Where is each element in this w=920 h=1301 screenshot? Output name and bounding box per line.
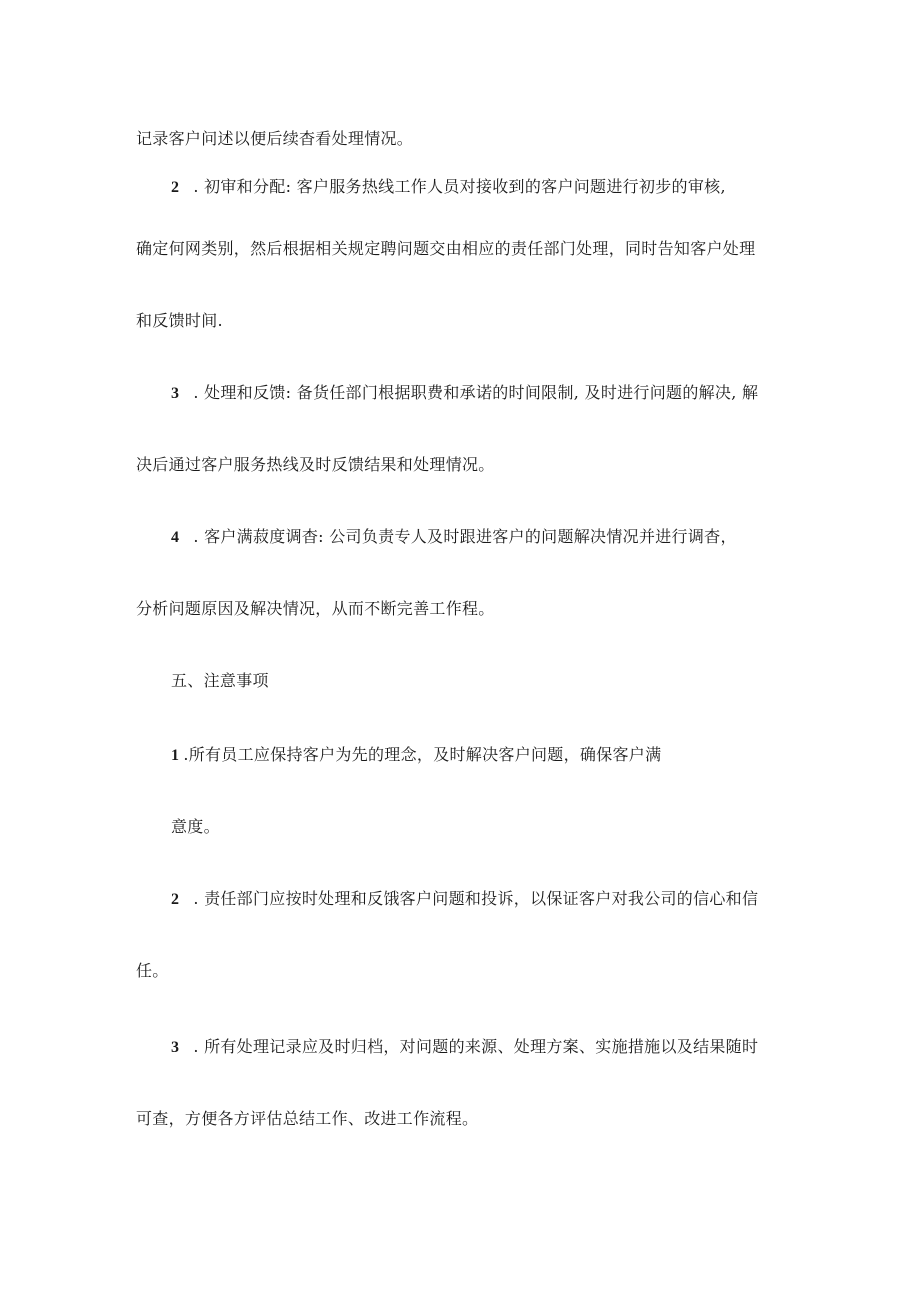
line-text: 可查，方便各方评估总结工作、改进工作流程。: [136, 1109, 479, 1128]
line-text: . 所有处理记录应及时归档，对问题的来源、处理方案、实施措施以及结果随时: [193, 1037, 759, 1056]
text-line: [136, 239, 755, 259]
list-item-3-archiving: [171, 1037, 758, 1058]
text-line: [136, 1109, 478, 1129]
list-number: 3: [171, 1039, 180, 1056]
text-line: [136, 961, 169, 981]
list-item-2-responsibility: [171, 889, 758, 910]
line-text: . 初审和分配: 客户服务热线工作人员对接收到的客户问题进行初步的审核,: [193, 177, 726, 196]
list-item-3-handling: [171, 383, 758, 404]
line-text: 意度。: [171, 817, 220, 836]
line-text: 任。: [136, 961, 169, 980]
text-line: [136, 599, 495, 619]
list-number: 4: [171, 529, 180, 546]
line-text: 和反馈时间.: [136, 311, 223, 330]
list-number: 3: [171, 385, 180, 402]
list-number: 2: [171, 891, 180, 908]
line-text: 决后通过客户服务热线及时反馈结果和处理情况。: [136, 455, 495, 474]
text-line: [136, 129, 413, 149]
list-item-2-initial-review: [171, 177, 726, 198]
text-line: [136, 311, 223, 331]
line-text: 确定何网类别，然后根据相关规定聘问题交由相应的责任部门处理，同时告知客户处理: [136, 239, 756, 258]
text-line: [171, 817, 220, 837]
line-text: .所有员工应保持客户为先的理念，及时解决客户问题，确保客户满: [183, 745, 662, 764]
line-text: . 责任部门应按时处理和反饿客户问题和投诉，以保证客户对我公司的信心和信: [193, 889, 759, 908]
line-text: 记录客户问述以便后续杳看处理情况。: [136, 129, 414, 148]
text-line: [136, 455, 495, 475]
list-item-4-survey: [171, 527, 737, 548]
list-number: 1: [171, 747, 180, 764]
list-item-1-customer-first: [171, 745, 661, 766]
line-text: 五、注意事项: [171, 671, 269, 690]
section-heading: [171, 671, 269, 691]
line-text: 分析问题原因及解决情况，从而不断完善工作程。: [136, 599, 495, 618]
line-text: . 客户满菽度调杳: 公司负责专人及时跟进客户的问题解决情况并进行调杳，: [193, 527, 737, 546]
line-text: . 处理和反馈: 备货任部门根据职费和承诺的时间限制, 及时进行问题的解决, 解: [193, 383, 759, 402]
list-number: 2: [171, 179, 180, 196]
